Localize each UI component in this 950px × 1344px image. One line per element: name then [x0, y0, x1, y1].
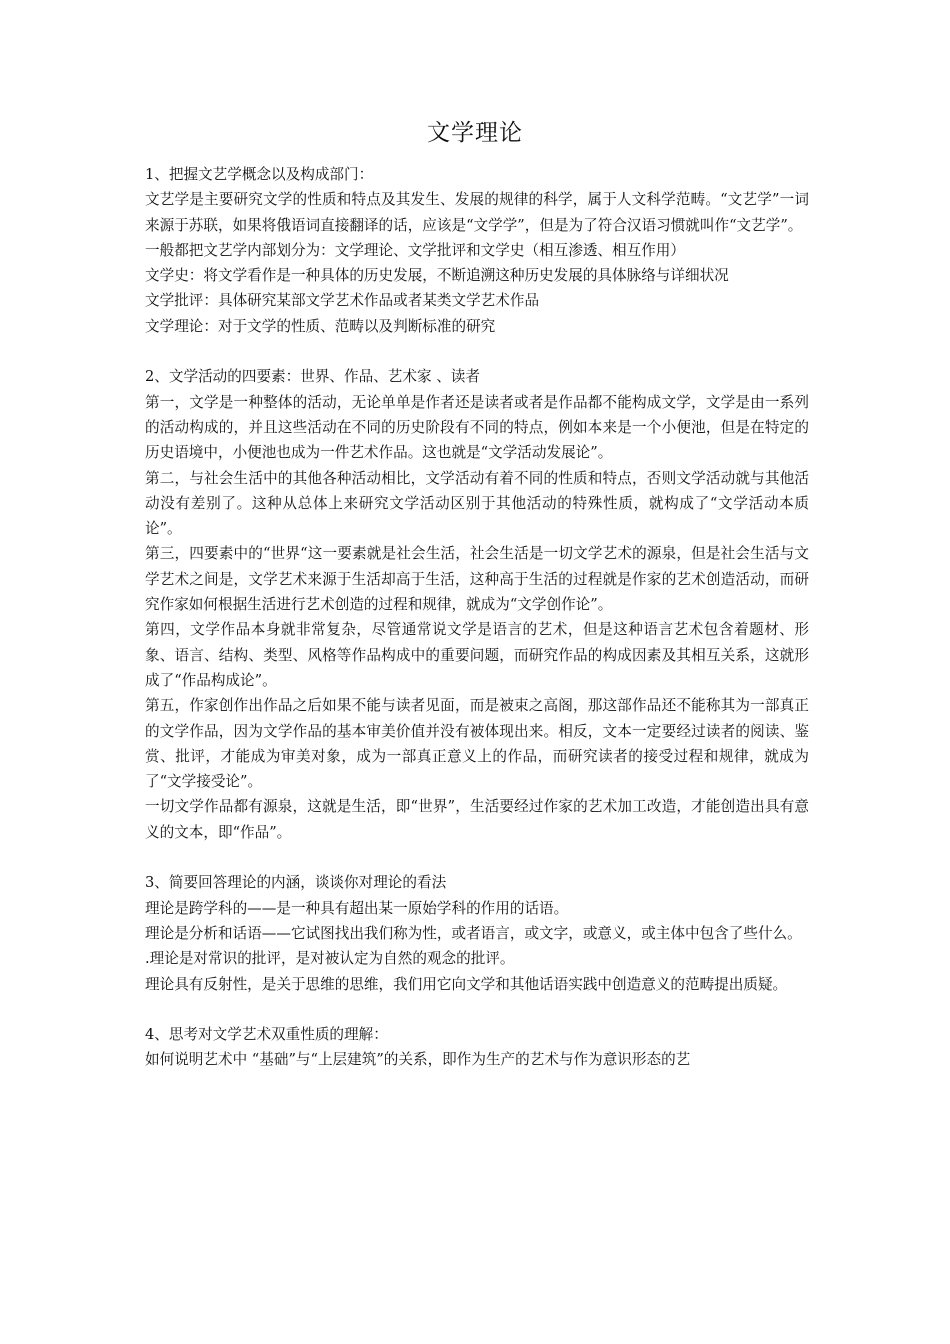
section-3 [145, 870, 809, 996]
section-heading: 4、思考对文学艺术双重性质的理解： [145, 1026, 388, 1044]
paragraph: 理论是分析和话语——它试图找出我们称为性，或者语言，或文字，或意义，或主体中包含了些什么。 [145, 924, 802, 942]
paragraph: 理论是跨学科的——是一种具有超出某一原始学科的作用的话语。 [145, 899, 569, 917]
paragraph: 第二，与社会生活中的其他各种活动相比，文学活动有着不同的性质和特点，否则文学活动就与其他活动没有差别了。这种从总体上来研究文学活动区别于其他活动的特殊性质，就构成了“文学活动本质论”。 [145, 469, 809, 538]
paragraph: 如何说明艺术中 “基础”与“上层建筑”的关系，即作为生产的艺术与作为意识形态的艺 [145, 1051, 691, 1069]
paragraph: 文艺学是主要研究文学的性质和特点及其发生、发展的规律的科学，属于人文科学范畴。“文艺学”一词来源于苏联，如果将俄语词直接翻译的话，应该是“文学学”，但是为了符合汉语习惯就叫作“文艺学”。 [145, 191, 809, 234]
page-title: 文学理论 [427, 120, 523, 146]
paragraph: .理论是对常识的批评，是对被认定为自然的观念的批评。 [145, 950, 515, 968]
paragraph: 一般都把文艺学内部划分为：文学理论、文学批评和文学史（相互渗透、相互作用） [145, 241, 685, 259]
section-heading: 3、简要回答理论的内涵，谈谈你对理论的看法 [145, 874, 447, 892]
paragraph: 一切文学作品都有源泉，这就是生活，即“世界”，生活要经过作家的艺术加工改造，才能创造出具有意义的文本，即“作品”。 [145, 798, 809, 841]
paragraph: 第一，文学是一种整体的活动，无论单单是作者还是读者或者是作品都不能构成文学，文学是由一系列的活动构成的，并且这些活动在不同的历史阶段有不同的特点，例如本来是一个小便池，但是在特定的历史语境中，小便池也成为一件艺术作品。这也就是“文学活动发展论”。 [145, 393, 809, 462]
paragraph: 文学批评：具体研究某部文学艺术作品或者某类文学艺术作品 [145, 292, 540, 310]
document-body [145, 162, 809, 1073]
paragraph: 理论具有反射性，是关于思维的思维，我们用它向文学和其他话语实践中创造意义的范畴提出质疑。 [145, 975, 788, 993]
section-1 [145, 162, 809, 339]
section-heading: 1、把握文艺学概念以及构成部门： [145, 166, 374, 183]
paragraph: 文学史：将文学看作是一种具体的历史发展，不断追溯这种历史发展的具体脉络与详细状况 [145, 267, 729, 285]
section-heading: 2、文学活动的四要素：世界、作品、艺术家 、读者 [145, 368, 480, 386]
paragraph: 文学理论：对于文学的性质、范畴以及判断标准的研究 [145, 317, 496, 335]
section-2 [145, 364, 809, 845]
paragraph: 第四，文学作品本身就非常复杂，尽管通常说文学是语言的艺术，但是这种语言艺术包含着题材、形象、语言、结构、类型、风格等作品构成中的重要问题，而研究作品的构成因素及其相互关系，这就形成了“作品构成论”。 [145, 621, 809, 689]
section-4 [145, 1022, 809, 1073]
paragraph: 第三，四要素中的“世界“这一要素就是社会生活，社会生活是一切文学艺术的源泉，但是社会生活与文学艺术之间是，文学艺术来源于生活却高于生活，这种高于生活的过程就是作家的艺术创造活动，而研究作家如何根据生活进行艺术创造的过程和规律，就成为“文学创作论”。 [145, 545, 809, 614]
paragraph: 第五，作家创作出作品之后如果不能与读者见面，而是被束之高阁，那这部作品还不能称其为一部真正的文学作品，因为文学作品的基本审美价值并没有被体现出来。相反，文本一定要经过读者的阅读、鉴赏、批评，才能成为审美对象，成为一部真正意义上的作品，而研究读者的接受过程和规律，就成为了“文学接受论”。 [145, 697, 809, 791]
